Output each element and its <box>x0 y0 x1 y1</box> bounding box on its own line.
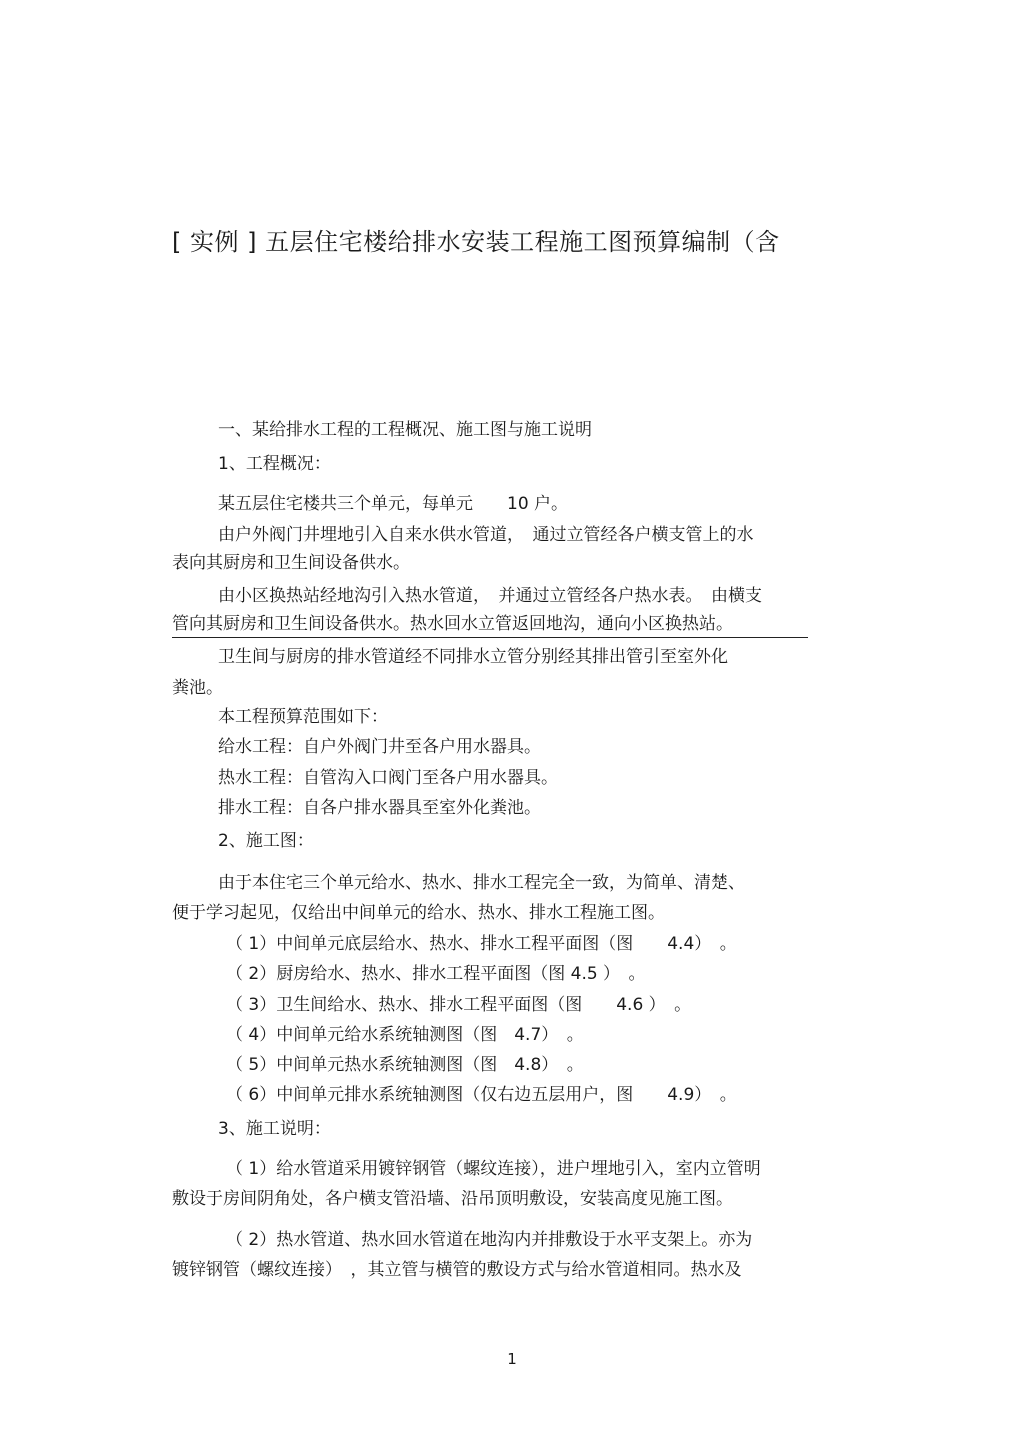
paragraph-line: 敷设于房间阴角处，各户横支管沿墙、沿吊顶明敷设，安装高度见施工图。 <box>172 1189 733 1209</box>
list-item: （ 1）中间单元底层给水、热水、排水工程平面图（图 4.4） 。 <box>226 934 737 954</box>
list-item: （ 2）厨房给水、热水、排水工程平面图（图 4.5 ） 。 <box>226 964 646 984</box>
list-item: （ 5）中间单元热水系统轴测图（图 4.8） 。 <box>226 1055 584 1075</box>
page-number: 1 <box>507 1350 517 1368</box>
section-heading: 一、某给排水工程的工程概况、施工图与施工说明 <box>218 420 592 440</box>
paragraph-line: 由户外阀门井埋地引入自来水供水管道， 通过立管经各户横支管上的水 <box>218 525 754 545</box>
list-item: （ 3）卫生间给水、热水、排水工程平面图（图 4.6 ） 。 <box>226 995 692 1015</box>
paragraph-line: 管向其厨房和卫生间设备供水。热水回水立管返回地沟，通向小区换热站。 <box>172 614 733 634</box>
paragraph-line: 某五层住宅楼共三个单元，每单元 10 户。 <box>218 494 569 514</box>
paragraph-line: 粪池。 <box>172 678 223 698</box>
horizontal-rule <box>172 637 808 638</box>
paragraph-line: 卫生间与厨房的排水管道经不同排水立管分别经其排出管引至室外化 <box>218 647 728 667</box>
paragraph-line: （ 1）给水管道采用镀锌钢管（螺纹连接），进户埋地引入，室内立管明 <box>226 1159 761 1179</box>
subsection-heading: 3、施工说明： <box>218 1119 331 1139</box>
paragraph-line: 便于学习起见，仅给出中间单元的给水、热水、排水工程施工图。 <box>172 903 665 923</box>
page-title: [ 实例 ] 五层住宅楼给排水安装工程施工图预算编制（含 <box>172 228 780 256</box>
paragraph-line: 由于本住宅三个单元给水、热水、排水工程完全一致，为简单、清楚、 <box>218 873 745 893</box>
subsection-heading: 1、工程概况： <box>218 454 331 474</box>
paragraph-line: 热水工程：自管沟入口阀门至各户用水器具。 <box>218 768 558 788</box>
paragraph-line: 表向其厨房和卫生间设备供水。 <box>172 553 410 573</box>
paragraph-line: 给水工程：自户外阀门井至各户用水器具。 <box>218 737 541 757</box>
paragraph-line: 镀锌钢管（螺纹连接） ，其立管与横管的敷设方式与给水管道相同。热水及 <box>172 1260 742 1280</box>
paragraph-line: 排水工程：自各户排水器具至室外化粪池。 <box>218 798 541 818</box>
list-item: （ 6）中间单元排水系统轴测图（仅右边五层用户，图 4.9） 。 <box>226 1085 737 1105</box>
subsection-heading: 2、施工图： <box>218 831 314 851</box>
list-item: （ 4）中间单元给水系统轴测图（图 4.7） 。 <box>226 1025 584 1045</box>
paragraph-line: （ 2）热水管道、热水回水管道在地沟内并排敷设于水平支架上。亦为 <box>226 1230 753 1250</box>
paragraph-line: 由小区换热站经地沟引入热水管道， 并通过立管经各户热水表。 由横支 <box>218 586 762 606</box>
paragraph-line: 本工程预算范围如下： <box>218 707 388 727</box>
